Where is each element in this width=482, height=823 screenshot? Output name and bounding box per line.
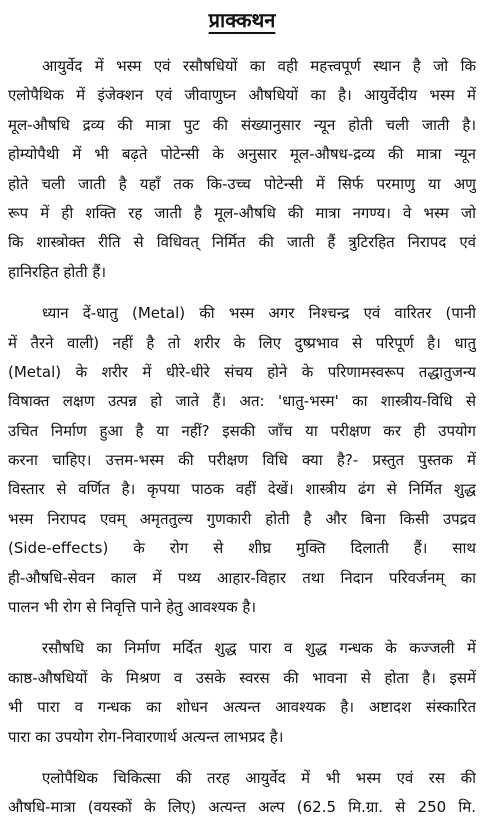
text-line: भस्म निरापद एवम् अमृततुल्य गुणकारी होती है और बिना किसी उपद्रव <box>8 509 476 528</box>
body-text <box>8 52 476 823</box>
text-line: विस्तार से वर्णित है। कृपया पाठक वहीं देखें। शास्त्रीय ढंग से निर्मित शुद्ध <box>8 480 476 499</box>
text-line: (Metal) के शरीर में धीरे-धीरे संचय होने के परिणामस्वरूप तद्धातुजन्य <box>8 362 476 381</box>
text-line: में तैरने वाली) नहीं है तो शरीर के लिए दुष्प्रभाव से परिपूर्ण है। धातु <box>8 333 476 352</box>
text-line: होम्योपैथी में भी बढ़ते पोटेन्सी के अनुसार मूल-औषध-द्रव्य की मात्रा न्यून <box>8 145 476 164</box>
text-line: भी पारा व गन्धक का शोधन अत्यन्त आवश्यक है। अष्टादश संस्कारित <box>8 698 476 717</box>
text-line: विषाक्त लक्षण उत्पन्न हो जाते हैं। अत: 'धातु-भस्म' का शास्त्रीय-विधि से <box>8 392 476 411</box>
text-line: मूल-औषधि द्रव्य की मात्रा पुट की संख्यानुसार न्यून होती चली जाती है। <box>8 115 476 134</box>
text-line: औषधि-मात्रा (वयस्कों के लिए) अत्यन्त अल्प (62.5 मि.ग्रा. से 250 मि. <box>8 798 476 817</box>
paragraph <box>8 764 476 823</box>
text-line: पालन भी रोग से निवृत्ति पाने हेतु आवश्यक है। <box>8 598 257 617</box>
text-line: होते चली जाती है यहाँ तक कि-उच्च पोटेन्सी में सिर्फ परमाणु या अणु <box>8 174 476 193</box>
paragraph <box>8 299 476 622</box>
text-line: आयुर्वेद में भस्म एवं रसौषधियों का वही महत्त्वपूर्ण स्थान है जो कि <box>42 57 476 75</box>
text-line: काष्ठ-औषधियों के मिश्रण व उसके स्वरस की भावना से होता है। इसमें <box>8 668 476 687</box>
text-line: हानिरहित होती हैं। <box>8 262 107 281</box>
text-line: पारा का उपयोग रोग-निवारणार्थ अत्यन्त लाभप्रद है। <box>8 727 284 746</box>
text-line: उचित निर्माण हुआ है या नहीं? इसकी जाँच या परीक्षण कर ही उपयोग <box>8 421 476 440</box>
paragraph <box>8 52 476 287</box>
paragraph <box>8 634 476 752</box>
text-line: (Side-effects) के रोग से शीघ्र मुक्ति दिलाती हैं। साथ <box>8 539 476 558</box>
text-line: कि शास्त्रोक्त रीति से विधिवत् निर्मित की जाती हैं त्रुटिरहित निरापद एवं <box>8 233 476 252</box>
text-line: ध्यान दें-धातु (Metal) की भस्म अगर निश्चन्द्र एवं वारितर (पानी <box>42 304 476 323</box>
page-title: प्राक्कथन <box>208 8 276 32</box>
text-line: एलोपैथिक चिकित्सा की तरह आयुर्वेद में भी भस्म एवं रस की <box>42 768 476 787</box>
text-line: करना चाहिए। उत्तम-भस्म की परीक्षण विधि क्या है?- प्रस्तुत पुस्तक में <box>8 451 476 470</box>
text-line: ही-औषधि-सेवन काल में पथ्य आहार-विहार तथा निदान परिवर्जनम् का <box>8 568 476 587</box>
text-line: रूप में ही शक्ति रह जाती है मूल-औषधि की मात्रा नगण्य। वे भस्म जो <box>8 203 476 222</box>
text-line: रसौषधि का निर्माण मर्दित शुद्ध पारा व शुद्ध गन्धक के कज्जली में <box>42 639 476 658</box>
text-line: एलोपैथिक में इंजेक्शन एवं जीवाणुघ्न औषधियों का है। आयुर्वेदीय भस्म में <box>8 86 476 105</box>
